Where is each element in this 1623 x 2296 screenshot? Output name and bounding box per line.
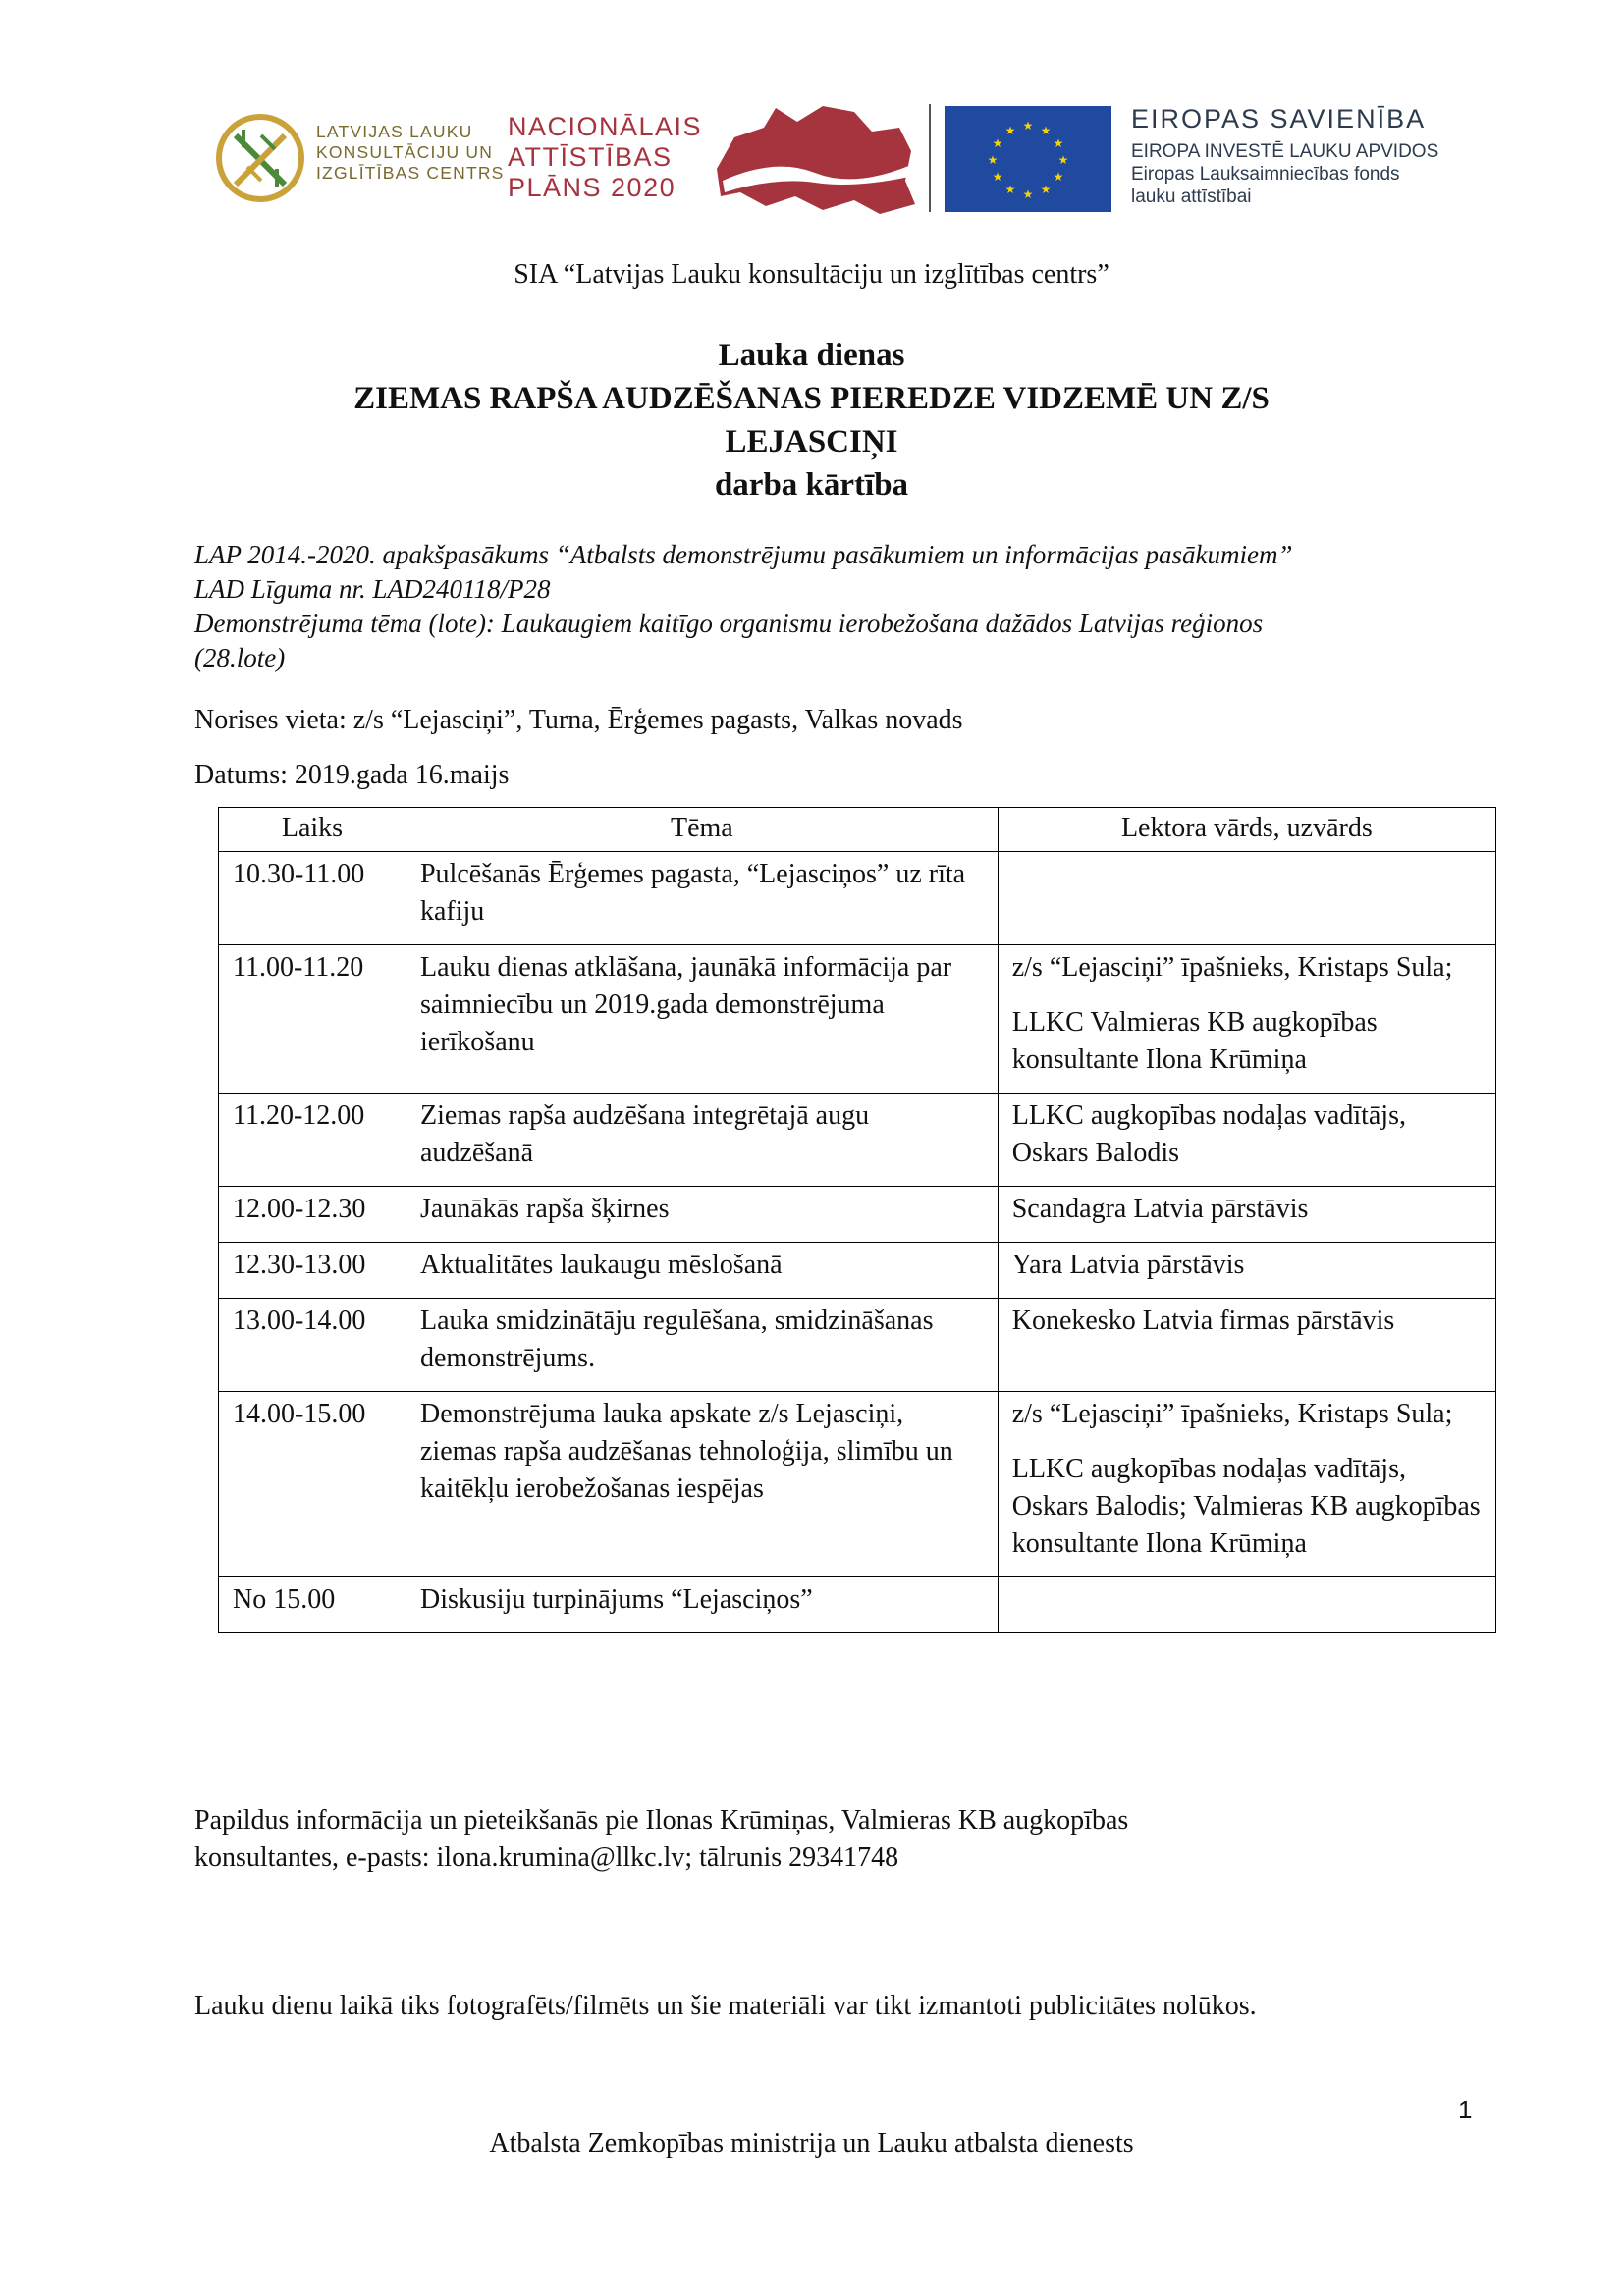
svg-text:★: ★: [992, 136, 1003, 150]
title-line: darba kārtība: [714, 467, 909, 503]
topic-cell: Diskusiju turpinājums “Lejasciņos”: [406, 1577, 998, 1633]
time-cell: 11.00-11.20: [219, 945, 406, 1094]
topic-cell: Lauka smidzinātāju regulēšana, smidzināšanas demonstrējums.: [406, 1299, 998, 1392]
svg-text:★: ★: [1057, 153, 1069, 167]
table-row: [219, 1392, 1496, 1577]
svg-text:★: ★: [1053, 170, 1064, 184]
lecturer-cell: [998, 1299, 1495, 1392]
llkc-logo-line: KONSULTĀCIJU UN: [316, 142, 494, 162]
table-row: [219, 1187, 1496, 1243]
time-cell: 12.30-13.00: [219, 1243, 406, 1299]
table-row: [219, 1094, 1496, 1187]
lecturer-cell: [998, 1243, 1495, 1299]
nap-logo-line: NACIONĀLAIS: [508, 112, 703, 141]
time-cell: 14.00-15.00: [219, 1392, 406, 1577]
nap-logo-line: PLĀNS 2020: [508, 173, 676, 202]
topic-cell: Aktualitātes laukaugu mēslošanā: [406, 1243, 998, 1299]
lecturer-cell: [998, 1187, 1495, 1243]
table-row: [219, 1299, 1496, 1392]
llkc-emblem-icon: [214, 112, 306, 204]
topic-cell: Lauku dienas atklāšana, jaunākā informācija par saimniecību un 2019.gada demonstrējuma ierīkošanu: [406, 945, 998, 1094]
event-date: Datums: 2019.gada 16.maijs: [194, 760, 510, 790]
llkc-logo-text: [316, 122, 505, 184]
header-topic: Tēma: [406, 808, 998, 852]
latvia-map-flag-icon: [707, 98, 923, 218]
header-lecturer: Lektora vārds, uzvārds: [998, 808, 1495, 852]
eu-title: EIROPAS SAVIENĪBA: [1131, 104, 1427, 133]
lecturer-cell: [998, 852, 1495, 945]
program-line: LAD Līguma nr. LAD240118/P28: [194, 574, 551, 604]
lecturer-entry: Yara Latvia pārstāvis: [1011, 1250, 1245, 1280]
nap-logo-line: ATTĪSTĪBAS: [508, 142, 673, 172]
table-header-row: [219, 808, 1496, 852]
program-line: (28.lote): [194, 643, 286, 672]
eu-logo-line: lauku attīstībai: [1131, 187, 1252, 207]
nap-logo-text: [508, 112, 702, 203]
lecturer-entry: LLKC augkopības nodaļas vadītājs, Oskars Balodis; Valmieras KB augkopības konsultante Ilona Krūmiņa: [1011, 1454, 1481, 1559]
eu-flag-icon: [945, 106, 1111, 212]
lecturer-cell: [998, 1577, 1495, 1633]
time-cell: No 15.00: [219, 1577, 406, 1633]
svg-text:★: ★: [1053, 136, 1064, 150]
svg-text:★: ★: [1040, 183, 1052, 196]
svg-text:★: ★: [992, 170, 1003, 184]
svg-text:★: ★: [1004, 183, 1016, 196]
agenda-table: [218, 807, 1496, 1633]
lecturer-entry: Konekesko Latvia firmas pārstāvis: [1011, 1306, 1395, 1336]
lecturer-entry: z/s “Lejasciņi” īpašnieks, Kristaps Sula;: [1011, 1399, 1453, 1429]
time-cell: 13.00-14.00: [219, 1299, 406, 1392]
contact-line: konsultantes, e-pasts: ilona.krumina@llkc.lv; tālrunis 29341748: [194, 1842, 899, 1873]
time-cell: 10.30-11.00: [219, 852, 406, 945]
title-line: Lauka dienas: [718, 338, 905, 373]
time-cell: 11.20-12.00: [219, 1094, 406, 1187]
lecturer-cell: [998, 1392, 1495, 1577]
program-line: LAP 2014.-2020. apakšpasākums “Atbalsts demonstrējumu pasākumiem un informācijas pasākumiem”: [194, 540, 1293, 569]
svg-text:★: ★: [1004, 124, 1016, 137]
lecturer-entry: LLKC Valmieras KB augkopības konsultante Ilona Krūmiņa: [1011, 1007, 1378, 1075]
header-divider: [929, 104, 931, 212]
title-line: LEJASCIŅI: [725, 424, 898, 459]
svg-text:★: ★: [987, 153, 999, 167]
venue: Norises vieta: z/s “Lejasciņi”, Turna, Ērģemes pagasts, Valkas novads: [194, 705, 963, 735]
lecturer-entry: Scandagra Latvia pārstāvis: [1011, 1194, 1309, 1224]
llkc-logo-line: IZGLĪTĪBAS CENTRS: [316, 163, 505, 183]
title-line: ZIEMAS RAPŠA AUDZĒŠANAS PIEREDZE VIDZEMĒ UN Z/S: [353, 381, 1270, 416]
program-line: Demonstrējuma tēma (lote): Laukaugiem kaitīgo organismu ierobežošana dažādos Latvijas reģionos: [194, 609, 1264, 638]
svg-text:★: ★: [1040, 124, 1052, 137]
lecturer-entry: LLKC augkopības nodaļas vadītājs, Oskars Balodis: [1011, 1100, 1406, 1168]
publicity-notice: Lauku dienu laikā tiks fotografēts/filmēts un šie materiāli var tikt izmantoti publicitātes nolūkos.: [194, 1991, 1257, 2021]
time-cell: 12.00-12.30: [219, 1187, 406, 1243]
topic-cell: Jaunākās rapša šķirnes: [406, 1187, 998, 1243]
page-title: [0, 334, 1623, 507]
topic-cell: Demonstrējuma lauka apskate z/s Lejasciņi, ziemas rapša audzēšanas tehnoloģija, slimību un kaitēkļu ierobežošanas iespējas: [406, 1392, 998, 1577]
topic-cell: Ziemas rapša audzēšana integrētajā augu audzēšanā: [406, 1094, 998, 1187]
header-time: Laiks: [219, 808, 406, 852]
lecturer-entry: z/s “Lejasciņi” īpašnieks, Kristaps Sula;: [1011, 952, 1453, 983]
llkc-logo-line: LATVIJAS LAUKU: [316, 122, 473, 141]
page-number: 1: [1458, 2095, 1473, 2124]
topic-cell: Pulcēšanās Ērģemes pagasta, “Lejasciņos” uz rīta kafiju: [406, 852, 998, 945]
support-footer: Atbalsta Zemkopības ministrija un Lauku atbalsta dienests: [489, 2128, 1134, 2159]
program-info: [194, 538, 1292, 675]
table-row: [219, 1243, 1496, 1299]
lecturer-cell: [998, 1094, 1495, 1187]
eu-logo-line: Eiropas Lauksaimniecības fonds: [1131, 164, 1400, 185]
table-row: [219, 1577, 1496, 1633]
table-row: [219, 852, 1496, 945]
organization-name: SIA “Latvijas Lauku konsultāciju un izglītības centrs”: [514, 259, 1109, 290]
eu-logo-text: [1131, 104, 1438, 208]
svg-text:★: ★: [1022, 119, 1034, 133]
eu-logo-line: EIROPA INVESTĒ LAUKU APVIDOS: [1131, 141, 1439, 162]
svg-text:★: ★: [1022, 187, 1034, 201]
contact-info: [194, 1802, 1128, 1877]
lecturer-cell: [998, 945, 1495, 1094]
table-row: [219, 945, 1496, 1094]
contact-line: Papildus informācija un pieteikšanās pie Ilonas Krūmiņas, Valmieras KB augkopības: [194, 1805, 1129, 1836]
